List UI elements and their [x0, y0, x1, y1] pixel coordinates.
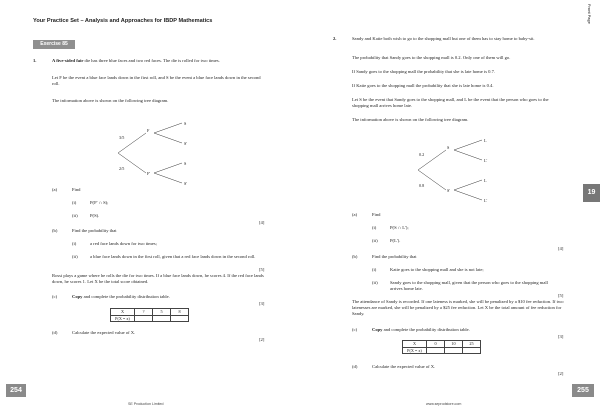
table-cell: P(X = x): [403, 347, 427, 354]
q1-tree-diagram: [110, 118, 220, 188]
q2-tree-label: 0.2: [419, 152, 425, 157]
q2-tree-label: L: [484, 138, 487, 143]
q2-tree-label: L': [484, 158, 488, 163]
q1-c-marks: [3]: [259, 301, 265, 306]
table-cell: 8: [171, 309, 189, 316]
q1-tree-label: F': [147, 171, 151, 176]
q2-tree-label: L': [484, 198, 488, 203]
table-cell: 25: [463, 341, 481, 348]
q1-tree-branch: [154, 173, 182, 183]
q1-b-ii: a blue face lands down in the first roll, given that a red face lands down in the second roll.: [90, 254, 256, 259]
q1-tree-branch: [154, 123, 182, 133]
q1-part-d-text: Calculate the expected value of X.: [72, 330, 136, 335]
q1-a-marks: [4]: [259, 220, 265, 225]
q1-info: The information above is shown on the following tree diagram.: [52, 98, 169, 103]
q1-part-b-text: Find the probability that: [72, 228, 117, 233]
q1-tree-label: S': [184, 141, 188, 146]
q2-p1: The probability that Sandy goes to the shopping mall is 0.2. Only one of them will go.: [352, 55, 511, 60]
q2-distribution-table: [402, 340, 481, 354]
q1-a-ii: P(S).: [90, 213, 100, 218]
table-cell: [135, 315, 153, 322]
q1-let: Let F be the event a blue face lands down in the first roll, and S be the event a blue face lands down in the second roll.: [52, 75, 261, 87]
q2-p2: If Sandy goes to the shopping mall the probability that she is late home is 0.7.: [352, 69, 496, 74]
q1-part-c-label: (c): [52, 294, 58, 299]
q2-b-i-label: (i): [372, 267, 377, 272]
q1-part-b-label: (b): [52, 228, 58, 233]
q1-game-text: Rossi plays a game where he rolls the die for two times. If a blue face lands down, he scores 4. If the red face lands down, he scores 1. Let X be the total score obtained.: [52, 273, 264, 285]
book-title: Your Practice Set – Analysis and Approaches for IBDP Mathematics: [33, 18, 213, 24]
q2-tree-label: 0.8: [419, 183, 425, 188]
table-cell: [153, 315, 171, 322]
q2-tree-label: L: [484, 178, 487, 183]
q1-tree-branch: [154, 163, 182, 173]
q1-tree-label: S: [184, 161, 187, 166]
q2-tree-label: S: [447, 145, 450, 150]
front-page-label: Front Page: [587, 4, 592, 24]
table-cell: 5: [153, 309, 171, 316]
q1-tree-label: 2/5: [119, 166, 125, 171]
publisher-name: SE Production Limited: [128, 402, 164, 406]
q1-intro: A five-sided fair die has three blue faces and two red faces. The die is rolled for two times.: [52, 58, 220, 63]
q1-tree-label: S: [184, 121, 187, 126]
q1-tree-label: F: [147, 128, 150, 133]
q2-b-ii-label: (ii): [372, 280, 378, 285]
q2-part-b-text: Find the probability that: [372, 254, 417, 259]
q1-a-i-label: (i): [72, 200, 77, 205]
q2-tree-branch: [454, 150, 482, 160]
q2-intro: Sandy and Katie both wish to go to the shopping mall but one of them has to stay home to baby-sit.: [352, 36, 535, 41]
q2-number: 2.: [333, 36, 337, 41]
q2-lateness-text: The attendance of Sandy is recorded. If one lateness is marked, she will be penalized by a $10 fee reduction. If two latenesses are marked, she will be penalized by a $25 fee reduction. Let X be the total amount of fee reduction for Sandy.: [352, 299, 564, 317]
q2-tree-label: S': [447, 188, 451, 193]
chapter-side-tab: 19: [583, 184, 600, 202]
table-cell: X: [111, 309, 135, 316]
q1-tree-label: S': [184, 181, 188, 186]
q2-part-c-label: (c): [352, 327, 358, 332]
q1-part-a-text: Find: [72, 187, 81, 192]
q1-tree-label: 3/5: [119, 135, 125, 140]
q2-part-a-text: Find: [372, 212, 381, 217]
q2-a-marks: [4]: [558, 246, 564, 251]
exercise-badge: Exercise 85: [33, 40, 75, 49]
q2-part-c-text: Copy and complete the probability distribution table.: [372, 327, 470, 332]
q2-tree-branch: [454, 140, 482, 150]
q1-b-i: a red face lands down for two times;: [90, 241, 157, 246]
q1-part-d-label: (d): [52, 330, 58, 335]
q1-b-marks: [5]: [259, 267, 265, 272]
q2-b-ii: Sandy goes to the shopping mall, given that the person who goes to the shopping mall arrives home late.: [390, 280, 548, 292]
q1-d-marks: [2]: [259, 337, 265, 342]
q2-a-i: P(S ∩ L');: [390, 225, 409, 230]
q2-c-marks: [3]: [558, 334, 564, 339]
q2-info: The information above is shown on the following tree diagram.: [352, 117, 469, 122]
q2-tree-branch: [454, 180, 482, 190]
q2-part-d-text: Calculate the expected value of X.: [372, 364, 436, 369]
q1-number: 1.: [33, 58, 37, 63]
q2-let: Let S be the event that Sandy goes to the shopping mall, and L be the event that the person who goes to the shopping mall arrives home late.: [352, 97, 549, 109]
q2-d-marks: [2]: [558, 371, 564, 376]
q1-b-ii-label: (ii): [72, 254, 78, 259]
q2-part-a-label: (a): [352, 212, 358, 217]
q1-a-i: P(F' ∩ S);: [90, 200, 109, 205]
right-page-number: 255: [572, 384, 594, 397]
table-cell: [171, 315, 189, 322]
table-cell: ?: [135, 309, 153, 316]
table-cell: P(X = x): [111, 315, 135, 322]
left-page-number: 254: [6, 384, 26, 397]
table-cell: X: [403, 341, 427, 348]
table-cell: [463, 347, 481, 354]
q1-distribution-table: [110, 308, 189, 322]
table-cell: [445, 347, 463, 354]
q2-a-ii: P(L').: [390, 238, 401, 243]
q2-tree-branch: [454, 190, 482, 200]
q1-part-c-text: Copy and complete the probability distribution table.: [72, 294, 170, 299]
q2-b-i: Katie goes to the shopping mall and she is not late;: [390, 267, 484, 272]
website-url: www.seprodstore.com: [426, 402, 462, 406]
q1-tree-branch: [154, 133, 182, 143]
q2-p3: If Katie goes to the shopping mall the probability that she is late home is 0.4.: [352, 83, 494, 88]
q1-a-ii-label: (ii): [72, 213, 78, 218]
q2-part-b-label: (b): [352, 254, 358, 259]
q2-a-ii-label: (ii): [372, 238, 378, 243]
q2-tree-diagram: [410, 136, 520, 204]
q2-b-marks: [5]: [558, 293, 564, 298]
q2-a-i-label: (i): [372, 225, 377, 230]
table-cell: [427, 347, 445, 354]
q2-part-d-label: (d): [352, 364, 358, 369]
table-cell: 0: [427, 341, 445, 348]
table-cell: 10: [445, 341, 463, 348]
q1-part-a-label: (a): [52, 187, 58, 192]
q1-b-i-label: (i): [72, 241, 77, 246]
